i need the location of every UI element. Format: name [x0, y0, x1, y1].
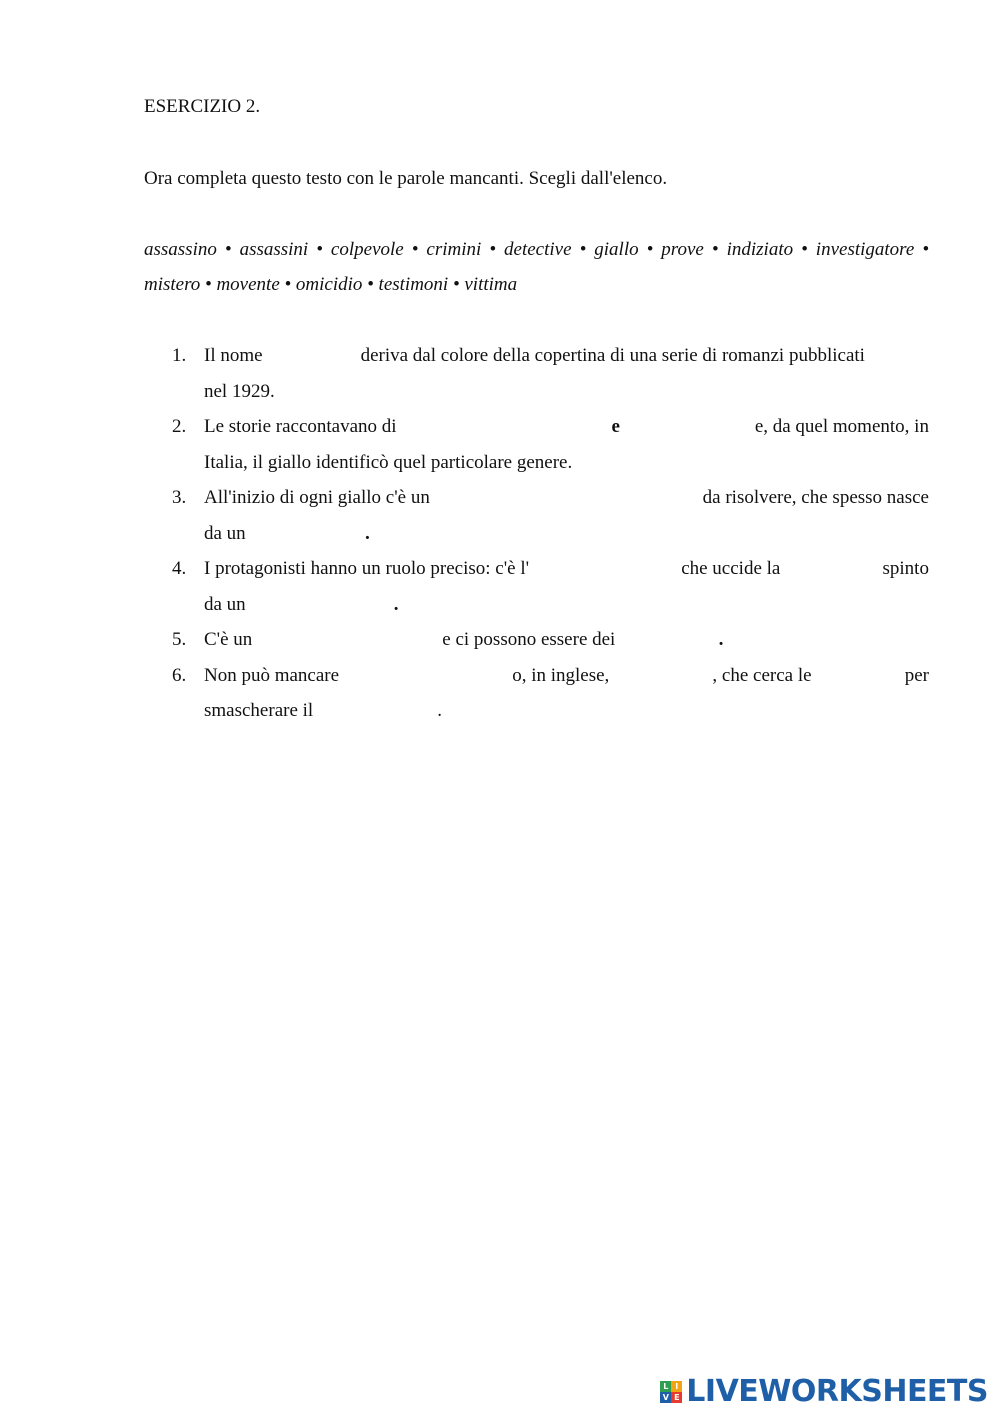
answer-blank[interactable]	[246, 590, 394, 610]
answer-blank[interactable]	[263, 341, 361, 361]
item-text: e	[611, 416, 620, 437]
item-number: 6.	[172, 664, 187, 686]
word-bank: assassino • assassini • colpevole • crimini • detective • giallo • prove • indiziato • investigatore • mistero • movente • omicidio • testimoni • vittima	[144, 239, 929, 295]
item-text: , che cerca le	[712, 664, 812, 686]
logo-mark-cell: I	[671, 1381, 682, 1392]
item-text: C'è un	[204, 629, 253, 650]
exercise-item-5	[172, 622, 929, 658]
item-text: All'inizio di ogni giallo c'è un	[204, 487, 430, 508]
answer-blank[interactable]	[621, 661, 701, 681]
item-number: 4.	[172, 558, 187, 579]
exercise-item-3	[172, 480, 929, 551]
answer-blank[interactable]	[456, 483, 676, 503]
item-text: o, in inglese,	[512, 664, 610, 686]
answer-blank[interactable]	[632, 412, 742, 432]
item-text: smascherare il	[204, 700, 314, 721]
item-text: da un	[204, 522, 246, 544]
item-text: spinto	[882, 558, 929, 579]
answer-blank[interactable]	[545, 554, 665, 574]
exercise-list	[172, 338, 929, 729]
answer-blank[interactable]	[409, 412, 599, 432]
exercise-item-4	[172, 551, 929, 622]
item-text: da risolvere, che spesso nasce	[702, 487, 929, 508]
exercise-item-6	[172, 658, 929, 729]
item-text: I protagonisti hanno un ruolo preciso: c'è l'	[204, 558, 530, 579]
item-text: .	[393, 593, 399, 615]
liveworksheets-logo	[660, 1374, 988, 1409]
item-text: che uccide la	[681, 558, 781, 579]
item-text: .	[437, 700, 442, 721]
item-text: Il nome	[204, 345, 263, 366]
logo-mark-cell: V	[660, 1392, 671, 1403]
exercise-item-2	[172, 409, 929, 480]
item-text: .	[719, 629, 725, 650]
item-number: 1.	[172, 345, 187, 366]
answer-blank[interactable]	[796, 554, 866, 574]
item-text: Italia, il giallo identificò quel particolare genere.	[204, 451, 573, 473]
item-text: e ci possono essere dei	[442, 629, 616, 650]
logo-text: LIVEWORKSHEETS	[686, 1374, 988, 1409]
item-text: Le storie raccontavano di	[204, 416, 397, 437]
exercise-heading: ESERCIZIO 2.	[144, 96, 261, 117]
item-text: per	[904, 664, 929, 686]
answer-blank[interactable]	[313, 696, 437, 716]
logo-mark-cell: L	[660, 1381, 671, 1392]
answer-blank[interactable]	[351, 661, 501, 681]
item-text: da un	[204, 593, 246, 615]
answer-blank[interactable]	[615, 625, 719, 645]
item-text: e, da quel momento, in	[754, 416, 929, 437]
item-number: 5.	[172, 629, 187, 650]
instructions-text: Ora completa questo testo con le parole mancanti. Scegli dall'elenco.	[144, 168, 668, 189]
item-text: Non può mancare	[204, 664, 340, 686]
answer-blank[interactable]	[823, 661, 893, 681]
item-number: 2.	[172, 416, 187, 437]
liveworksheets-mark-icon	[660, 1381, 682, 1403]
exercise-item-1	[172, 338, 929, 409]
answer-blank[interactable]	[246, 519, 366, 539]
item-text: .	[365, 522, 371, 544]
item-number: 3.	[172, 487, 187, 508]
answer-blank[interactable]	[252, 625, 442, 645]
item-text: nel 1929.	[204, 380, 275, 402]
item-text: deriva dal colore della copertina di una serie di romanzi pubblicati	[360, 345, 865, 366]
logo-mark-cell: E	[671, 1392, 682, 1403]
